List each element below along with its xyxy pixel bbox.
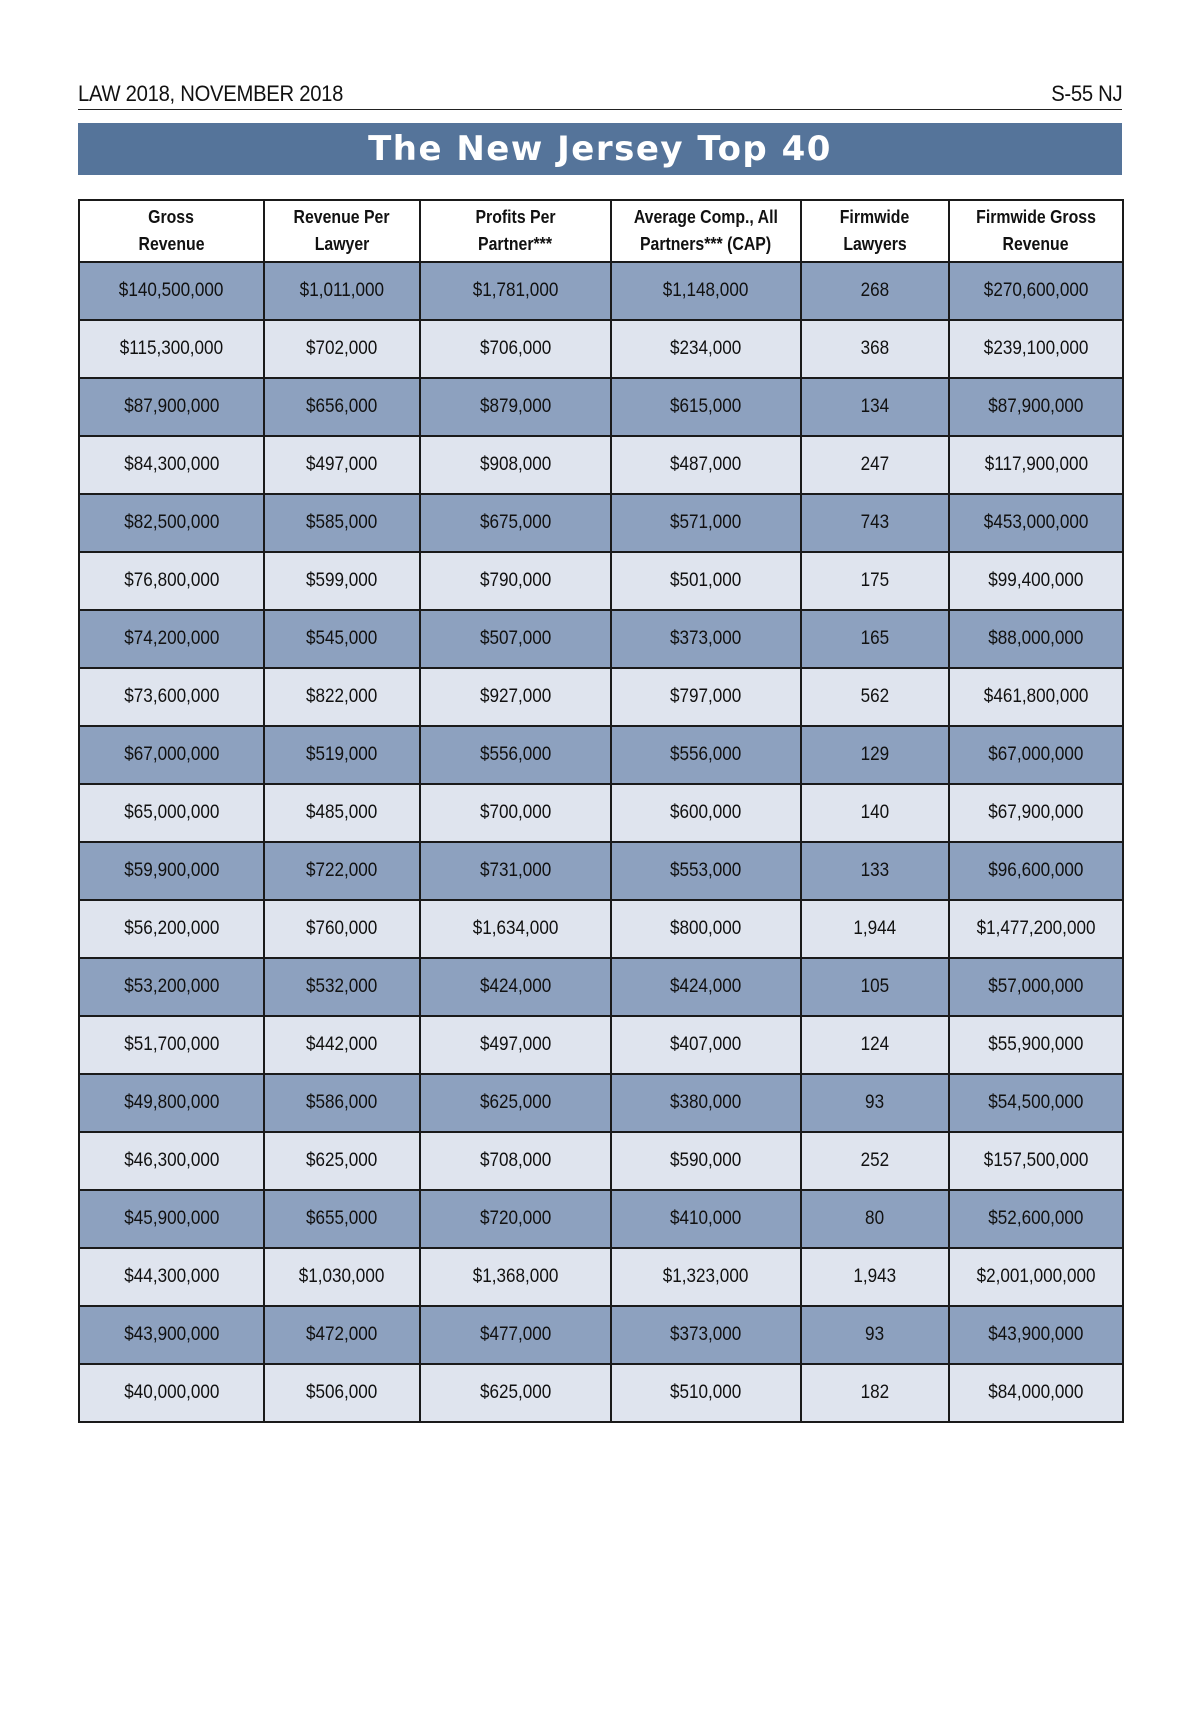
cell-gross-revenue — [79, 1074, 264, 1132]
header-line: Partners*** (CAP) — [640, 234, 772, 254]
header-line: Firmwide — [840, 207, 910, 227]
cell-value: $74,200,000 — [123, 628, 220, 649]
cell-value: $1,011,000 — [299, 280, 385, 301]
header-line: Partner*** — [478, 234, 553, 254]
cell-firmwide-gross-revenue — [949, 1306, 1123, 1364]
cell-value: $373,000 — [670, 628, 742, 649]
cell-gross-revenue — [79, 378, 264, 436]
header-line: Firmwide Gross — [976, 207, 1096, 227]
cell-value: $590,000 — [670, 1150, 742, 1171]
table-row — [79, 610, 1123, 668]
cell-value: $2,001,000,000 — [976, 1266, 1096, 1287]
cell-value: 368 — [860, 338, 890, 359]
cell-profits-per-partner — [420, 1190, 611, 1248]
page-title: The New Jersey Top 40 — [368, 129, 832, 169]
table-row — [79, 378, 1123, 436]
header-line: Lawyer — [314, 234, 370, 254]
header-page-number: S-55 NJ — [1050, 81, 1122, 106]
cell-revenue-per-lawyer — [264, 494, 420, 552]
cell-gross-revenue — [79, 958, 264, 1016]
cell-gross-revenue — [79, 1364, 264, 1422]
cell-value: $234,000 — [670, 338, 742, 359]
header-line: Profits Per — [475, 207, 556, 227]
cell-value: $822,000 — [306, 686, 378, 707]
cell-firmwide-gross-revenue — [949, 1132, 1123, 1190]
cell-value: $760,000 — [306, 918, 378, 939]
cell-value: $510,000 — [670, 1382, 742, 1403]
cell-firmwide-gross-revenue — [949, 784, 1123, 842]
cell-average-comp — [611, 784, 801, 842]
cell-revenue-per-lawyer — [264, 378, 420, 436]
cell-value: 182 — [860, 1382, 890, 1403]
cell-value: $655,000 — [306, 1208, 378, 1229]
column-header-revenue-per-lawyer — [264, 200, 420, 262]
header-line: Lawyers — [843, 234, 907, 254]
cell-value: $553,000 — [670, 860, 742, 881]
column-header-firmwide-lawyers — [801, 200, 949, 262]
cell-value: 93 — [865, 1092, 885, 1113]
cell-value: $625,000 — [306, 1150, 378, 1171]
cell-value: $115,300,000 — [119, 338, 224, 359]
cell-value: $56,200,000 — [123, 918, 220, 939]
cell-value: $442,000 — [306, 1034, 378, 1055]
cell-revenue-per-lawyer — [264, 958, 420, 1016]
cell-value: $800,000 — [670, 918, 742, 939]
cell-revenue-per-lawyer — [264, 842, 420, 900]
cell-value: $54,500,000 — [988, 1092, 1084, 1113]
cell-average-comp — [611, 1132, 801, 1190]
cell-gross-revenue — [79, 1306, 264, 1364]
header-line: Gross — [148, 207, 195, 227]
cell-value: $87,900,000 — [123, 396, 220, 417]
cell-average-comp — [611, 610, 801, 668]
cell-value: $706,000 — [479, 338, 552, 359]
cell-revenue-per-lawyer — [264, 552, 420, 610]
cell-value: 124 — [860, 1034, 890, 1055]
table-row — [79, 494, 1123, 552]
cell-value: $656,000 — [306, 396, 378, 417]
cell-profits-per-partner — [420, 1248, 611, 1306]
cell-firmwide-lawyers — [801, 436, 949, 494]
header-publication-date: LAW 2018, NOVEMBER 2018 — [78, 81, 344, 106]
cell-value: $43,900,000 — [988, 1324, 1084, 1345]
cell-value: 129 — [860, 744, 890, 765]
table-row — [79, 1306, 1123, 1364]
header-line: Average Comp., All — [633, 207, 779, 227]
cell-gross-revenue — [79, 262, 264, 320]
cell-firmwide-lawyers — [801, 958, 949, 1016]
cell-gross-revenue — [79, 668, 264, 726]
header-line: Revenue — [1002, 234, 1070, 254]
table-row — [79, 1074, 1123, 1132]
cell-value: $501,000 — [670, 570, 742, 591]
cell-value: $140,500,000 — [119, 280, 224, 301]
column-header-gross-revenue — [79, 200, 264, 262]
cell-firmwide-gross-revenue — [949, 1074, 1123, 1132]
cell-revenue-per-lawyer — [264, 1190, 420, 1248]
cell-gross-revenue — [79, 1132, 264, 1190]
cell-value: $453,000,000 — [983, 512, 1089, 533]
cell-value: $700,000 — [479, 802, 552, 823]
cell-firmwide-lawyers — [801, 784, 949, 842]
cell-value: $461,800,000 — [983, 686, 1089, 707]
cell-revenue-per-lawyer — [264, 1364, 420, 1422]
cell-value: $157,500,000 — [983, 1150, 1089, 1171]
cell-average-comp — [611, 436, 801, 494]
cell-value: $675,000 — [479, 512, 552, 533]
table-row — [79, 1248, 1123, 1306]
cell-revenue-per-lawyer — [264, 320, 420, 378]
cell-firmwide-lawyers — [801, 610, 949, 668]
cell-firmwide-gross-revenue — [949, 842, 1123, 900]
cell-revenue-per-lawyer — [264, 784, 420, 842]
cell-revenue-per-lawyer — [264, 1306, 420, 1364]
cell-value: $424,000 — [479, 976, 552, 997]
cell-profits-per-partner — [420, 1306, 611, 1364]
cell-firmwide-lawyers — [801, 726, 949, 784]
cell-firmwide-lawyers — [801, 668, 949, 726]
cell-revenue-per-lawyer — [264, 1248, 420, 1306]
cell-average-comp — [611, 1306, 801, 1364]
table-row — [79, 320, 1123, 378]
cell-firmwide-gross-revenue — [949, 494, 1123, 552]
cell-value: 247 — [860, 454, 890, 475]
cell-value: $532,000 — [306, 976, 378, 997]
cell-value: $44,300,000 — [123, 1266, 220, 1287]
cell-firmwide-lawyers — [801, 494, 949, 552]
title-banner — [78, 123, 1122, 175]
cell-profits-per-partner — [420, 262, 611, 320]
cell-profits-per-partner — [420, 958, 611, 1016]
cell-firmwide-gross-revenue — [949, 610, 1123, 668]
cell-firmwide-gross-revenue — [949, 958, 1123, 1016]
cell-value: $879,000 — [479, 396, 552, 417]
cell-firmwide-lawyers — [801, 1074, 949, 1132]
top-40-table — [78, 199, 1124, 1423]
cell-firmwide-lawyers — [801, 1306, 949, 1364]
cell-average-comp — [611, 842, 801, 900]
cell-profits-per-partner — [420, 784, 611, 842]
cell-value: $57,000,000 — [988, 976, 1084, 997]
column-header-average-comp — [611, 200, 801, 262]
cell-value: $625,000 — [479, 1382, 552, 1403]
cell-value: $73,600,000 — [123, 686, 220, 707]
cell-revenue-per-lawyer — [264, 610, 420, 668]
running-header — [78, 78, 1122, 110]
cell-value: $88,000,000 — [988, 628, 1084, 649]
cell-value: $485,000 — [306, 802, 378, 823]
cell-value: $46,300,000 — [123, 1150, 220, 1171]
cell-value: $380,000 — [670, 1092, 742, 1113]
cell-average-comp — [611, 378, 801, 436]
cell-value: $908,000 — [479, 454, 552, 475]
table-row — [79, 842, 1123, 900]
cell-gross-revenue — [79, 1190, 264, 1248]
table-row — [79, 668, 1123, 726]
cell-firmwide-gross-revenue — [949, 552, 1123, 610]
cell-value: 133 — [860, 860, 890, 881]
cell-value: 165 — [860, 628, 890, 649]
cell-value: $506,000 — [306, 1382, 378, 1403]
cell-value: $1,634,000 — [472, 918, 559, 939]
cell-firmwide-lawyers — [801, 320, 949, 378]
cell-value: $507,000 — [479, 628, 552, 649]
cell-firmwide-gross-revenue — [949, 262, 1123, 320]
cell-value: $797,000 — [670, 686, 742, 707]
cell-average-comp — [611, 262, 801, 320]
cell-value: $55,900,000 — [988, 1034, 1084, 1055]
cell-firmwide-lawyers — [801, 842, 949, 900]
cell-profits-per-partner — [420, 494, 611, 552]
cell-value: $239,100,000 — [983, 338, 1089, 359]
cell-average-comp — [611, 900, 801, 958]
cell-gross-revenue — [79, 1016, 264, 1074]
cell-firmwide-gross-revenue — [949, 900, 1123, 958]
cell-value: $927,000 — [479, 686, 552, 707]
cell-profits-per-partner — [420, 668, 611, 726]
cell-revenue-per-lawyer — [264, 1132, 420, 1190]
cell-value: 1,943 — [853, 1266, 897, 1287]
table-row — [79, 784, 1123, 842]
cell-gross-revenue — [79, 900, 264, 958]
cell-profits-per-partner — [420, 320, 611, 378]
cell-gross-revenue — [79, 320, 264, 378]
cell-average-comp — [611, 320, 801, 378]
cell-gross-revenue — [79, 610, 264, 668]
cell-profits-per-partner — [420, 1016, 611, 1074]
cell-average-comp — [611, 1364, 801, 1422]
cell-average-comp — [611, 552, 801, 610]
cell-value: $586,000 — [306, 1092, 378, 1113]
cell-firmwide-lawyers — [801, 552, 949, 610]
cell-gross-revenue — [79, 552, 264, 610]
cell-value: $702,000 — [306, 338, 378, 359]
table-row — [79, 958, 1123, 1016]
cell-value: $424,000 — [670, 976, 742, 997]
cell-firmwide-gross-revenue — [949, 668, 1123, 726]
cell-value: $96,600,000 — [988, 860, 1084, 881]
cell-value: $67,000,000 — [123, 744, 220, 765]
cell-firmwide-lawyers — [801, 1190, 949, 1248]
cell-average-comp — [611, 494, 801, 552]
cell-average-comp — [611, 958, 801, 1016]
column-header-firmwide-gross-revenue — [949, 200, 1123, 262]
cell-profits-per-partner — [420, 1364, 611, 1422]
cell-revenue-per-lawyer — [264, 726, 420, 784]
cell-firmwide-lawyers — [801, 1248, 949, 1306]
cell-value: $43,900,000 — [123, 1324, 220, 1345]
table-row — [79, 1016, 1123, 1074]
cell-value: 562 — [860, 686, 890, 707]
cell-firmwide-gross-revenue — [949, 1248, 1123, 1306]
cell-average-comp — [611, 1016, 801, 1074]
cell-firmwide-gross-revenue — [949, 1364, 1123, 1422]
cell-revenue-per-lawyer — [264, 436, 420, 494]
cell-value: $720,000 — [479, 1208, 552, 1229]
cell-gross-revenue — [79, 726, 264, 784]
cell-value: $49,800,000 — [123, 1092, 220, 1113]
cell-profits-per-partner — [420, 1132, 611, 1190]
table-row — [79, 726, 1123, 784]
cell-value: $585,000 — [306, 512, 378, 533]
cell-value: $410,000 — [670, 1208, 742, 1229]
cell-profits-per-partner — [420, 378, 611, 436]
table-body — [79, 262, 1123, 1422]
cell-value: $84,000,000 — [988, 1382, 1084, 1403]
cell-gross-revenue — [79, 784, 264, 842]
cell-value: $407,000 — [670, 1034, 742, 1055]
cell-profits-per-partner — [420, 1074, 611, 1132]
cell-value: $99,400,000 — [988, 570, 1084, 591]
cell-value: $571,000 — [670, 512, 742, 533]
table-row — [79, 552, 1123, 610]
cell-value: $600,000 — [670, 802, 742, 823]
cell-value: $52,600,000 — [988, 1208, 1084, 1229]
cell-value: $53,200,000 — [123, 976, 220, 997]
cell-value: $556,000 — [479, 744, 552, 765]
cell-value: $599,000 — [306, 570, 378, 591]
cell-value: 80 — [865, 1208, 885, 1229]
cell-profits-per-partner — [420, 842, 611, 900]
table-header-row — [79, 200, 1123, 262]
cell-value: $519,000 — [306, 744, 378, 765]
cell-value: $117,900,000 — [984, 454, 1088, 475]
table-row — [79, 436, 1123, 494]
cell-value: $59,900,000 — [123, 860, 220, 881]
cell-firmwide-lawyers — [801, 1016, 949, 1074]
cell-value: $625,000 — [479, 1092, 552, 1113]
cell-gross-revenue — [79, 494, 264, 552]
cell-firmwide-gross-revenue — [949, 436, 1123, 494]
cell-value: $40,000,000 — [123, 1382, 220, 1403]
cell-value: 252 — [860, 1150, 890, 1171]
cell-firmwide-gross-revenue — [949, 1190, 1123, 1248]
cell-value: 105 — [860, 976, 890, 997]
cell-value: $87,900,000 — [988, 396, 1084, 417]
cell-revenue-per-lawyer — [264, 1016, 420, 1074]
header-line: Revenue Per — [294, 207, 390, 227]
cell-value: $1,030,000 — [299, 1266, 385, 1287]
cell-value: $497,000 — [479, 1034, 552, 1055]
cell-value: $84,300,000 — [123, 454, 220, 475]
cell-firmwide-lawyers — [801, 900, 949, 958]
cell-gross-revenue — [79, 842, 264, 900]
cell-revenue-per-lawyer — [264, 900, 420, 958]
cell-value: $76,800,000 — [123, 570, 220, 591]
header-line: Revenue — [138, 234, 205, 254]
table-row — [79, 1190, 1123, 1248]
cell-revenue-per-lawyer — [264, 1074, 420, 1132]
table-row — [79, 900, 1123, 958]
cell-value: $82,500,000 — [123, 512, 220, 533]
cell-average-comp — [611, 726, 801, 784]
cell-value: $731,000 — [479, 860, 552, 881]
cell-value: $472,000 — [306, 1324, 378, 1345]
cell-value: $1,368,000 — [472, 1266, 559, 1287]
cell-value: $497,000 — [306, 454, 378, 475]
cell-profits-per-partner — [420, 726, 611, 784]
table-row — [79, 262, 1123, 320]
cell-value: $708,000 — [479, 1150, 552, 1171]
cell-firmwide-lawyers — [801, 1132, 949, 1190]
cell-value: $790,000 — [479, 570, 552, 591]
cell-value: $65,000,000 — [123, 802, 220, 823]
cell-value: 268 — [860, 280, 890, 301]
cell-value: 140 — [860, 802, 890, 823]
cell-value: $45,900,000 — [123, 1208, 220, 1229]
cell-firmwide-lawyers — [801, 1364, 949, 1422]
cell-value: $556,000 — [670, 744, 742, 765]
cell-value: $1,477,200,000 — [976, 918, 1096, 939]
cell-firmwide-gross-revenue — [949, 726, 1123, 784]
cell-value: $1,323,000 — [663, 1266, 749, 1287]
cell-firmwide-gross-revenue — [949, 378, 1123, 436]
cell-profits-per-partner — [420, 436, 611, 494]
cell-value: $1,781,000 — [472, 280, 559, 301]
cell-firmwide-lawyers — [801, 262, 949, 320]
cell-value: 93 — [865, 1324, 885, 1345]
cell-gross-revenue — [79, 436, 264, 494]
cell-value: 175 — [860, 570, 890, 591]
cell-revenue-per-lawyer — [264, 262, 420, 320]
cell-value: 1,944 — [853, 918, 897, 939]
cell-average-comp — [611, 1248, 801, 1306]
cell-profits-per-partner — [420, 552, 611, 610]
cell-value: $615,000 — [670, 396, 742, 417]
cell-value: $487,000 — [670, 454, 742, 475]
cell-average-comp — [611, 1074, 801, 1132]
cell-value: 743 — [860, 512, 890, 533]
cell-revenue-per-lawyer — [264, 668, 420, 726]
cell-value: $477,000 — [479, 1324, 552, 1345]
table-row — [79, 1364, 1123, 1422]
cell-value: $373,000 — [670, 1324, 742, 1345]
cell-average-comp — [611, 668, 801, 726]
cell-firmwide-gross-revenue — [949, 320, 1123, 378]
cell-value: $67,000,000 — [988, 744, 1084, 765]
cell-profits-per-partner — [420, 610, 611, 668]
cell-value: $722,000 — [306, 860, 378, 881]
cell-gross-revenue — [79, 1248, 264, 1306]
cell-value: $51,700,000 — [123, 1034, 220, 1055]
cell-firmwide-gross-revenue — [949, 1016, 1123, 1074]
cell-average-comp — [611, 1190, 801, 1248]
column-header-profits-per-partner — [420, 200, 611, 262]
cell-value: 134 — [860, 396, 890, 417]
cell-value: $270,600,000 — [983, 280, 1089, 301]
cell-firmwide-lawyers — [801, 378, 949, 436]
table-row — [79, 1132, 1123, 1190]
cell-value: $545,000 — [306, 628, 378, 649]
cell-profits-per-partner — [420, 900, 611, 958]
cell-value: $1,148,000 — [663, 280, 749, 301]
cell-value: $67,900,000 — [988, 802, 1084, 823]
